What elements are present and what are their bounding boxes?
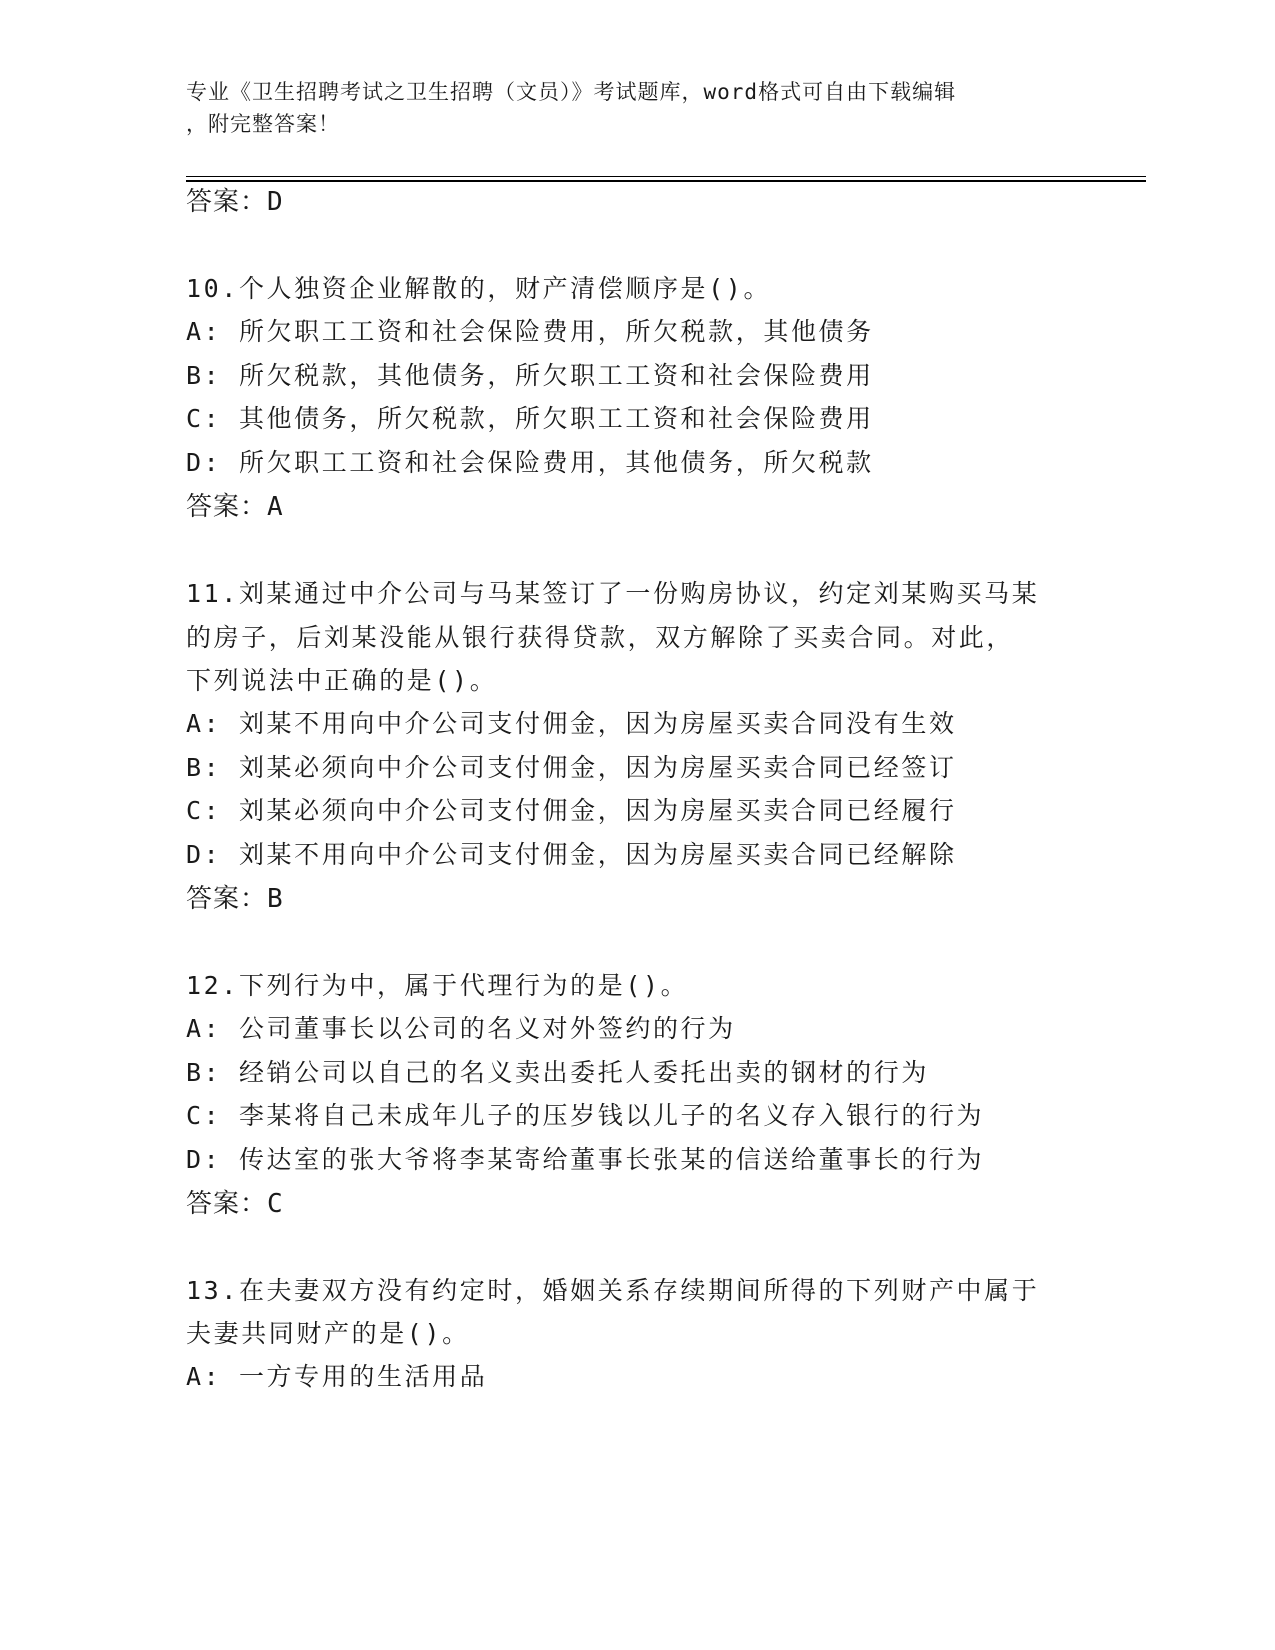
question-12-option-a: A: 公司董事长以公司的名义对外签约的行为 (186, 1014, 736, 1043)
answer-value: D (267, 187, 284, 217)
answer-value: C (267, 1189, 284, 1219)
question-12-option-d: D: 传达室的张大爷将李某寄给董事长张某的信送给董事长的行为 (186, 1145, 985, 1174)
answer-value: B (267, 884, 284, 914)
header-divider-thick (186, 180, 1146, 182)
answer-label: 答案： (186, 884, 268, 914)
question-11-text-line-1: 11.刘某通过中介公司与马某签订了一份购房协议，约定刘某购买马某 (186, 579, 1040, 608)
page-header (186, 76, 1086, 140)
answer-label: 答案： (186, 187, 268, 217)
header-divider-thin (186, 176, 1146, 177)
header-line-1: 专业《卫生招聘考试之卫生招聘（文员）》考试题库，word格式可自由下载编辑 (186, 80, 957, 104)
question-10-text: 10.个人独资企业解散的，财产清偿顺序是()。 (186, 274, 772, 303)
question-11-option-d: D: 刘某不用向中介公司支付佣金，因为房屋买卖合同已经解除 (186, 840, 957, 869)
answer-value: A (267, 492, 284, 522)
question-10-option-b: B: 所欠税款，其他债务，所欠职工工资和社会保险费用 (186, 361, 874, 390)
question-11-option-c: C: 刘某必须向中介公司支付佣金，因为房屋买卖合同已经履行 (186, 796, 957, 825)
question-11-option-b: B: 刘某必须向中介公司支付佣金，因为房屋买卖合同已经签订 (186, 753, 957, 782)
question-12-option-b: B: 经销公司以自己的名义卖出委托人委托出卖的钢材的行为 (186, 1058, 929, 1087)
question-11-text-line-3: 下列说法中正确的是()。 (186, 666, 498, 695)
question-13-text-line-1: 13.在夫妻双方没有约定时，婚姻关系存续期间所得的下列财产中属于 (186, 1276, 1040, 1305)
question-11-option-a: A: 刘某不用向中介公司支付佣金，因为房屋买卖合同没有生效 (186, 709, 957, 738)
answer-label: 答案： (186, 492, 268, 522)
question-10-option-d: D: 所欠职工工资和社会保险费用，其他债务，所欠税款 (186, 448, 874, 477)
question-11-answer (186, 882, 284, 916)
answer-label: 答案： (186, 1189, 268, 1219)
question-12-answer (186, 1187, 284, 1221)
header-line-2: ，附完整答案！ (186, 112, 340, 136)
question-10-option-a: A: 所欠职工工资和社会保险费用，所欠税款，其他债务 (186, 317, 874, 346)
question-12-text: 12.下列行为中，属于代理行为的是()。 (186, 971, 689, 1000)
question-10-option-c: C: 其他债务，所欠税款，所欠职工工资和社会保险费用 (186, 404, 874, 433)
question-10-answer (186, 490, 284, 524)
answer-line (186, 185, 284, 219)
question-13-option-a: A: 一方专用的生活用品 (186, 1362, 488, 1391)
question-13-text-line-2: 夫妻共同财产的是()。 (186, 1319, 470, 1348)
question-12-option-c: C: 李某将自己未成年儿子的压岁钱以儿子的名义存入银行的行为 (186, 1101, 985, 1130)
question-11-text-line-2: 的房子，后刘某没能从银行获得贷款，双方解除了买卖合同。对此， (186, 623, 1015, 652)
